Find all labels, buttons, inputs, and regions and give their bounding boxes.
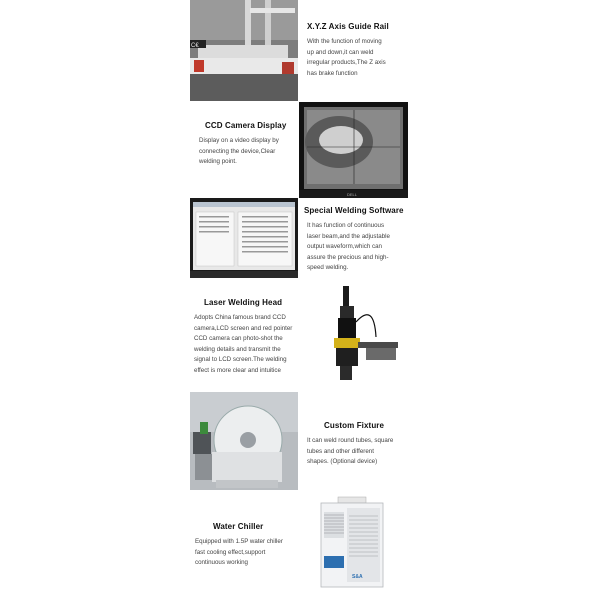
feature-description: Adopts China famous brand CCD camera,LCD screen and red pointer CCD camera can photo-shot the welding details and transmit the signal to LCD screen.The welding effect is more clear and intuitice [194,314,293,374]
feature-water-chiller [195,522,315,569]
feature-title: Special Welding Software [304,206,404,215]
feature-description: It can weld round tubes, square tubes and other different shapes. (Optional device) [307,437,394,465]
feature-title: Laser Welding Head [204,298,283,307]
feature-title: X.Y.Z Axis Guide Rail [307,22,389,31]
feature-description: Equipped with 1.5P water chiller fast cooling effect,support continuous working [195,538,283,566]
feature-title: CCD Camera Display [205,121,287,130]
ce-mark: C€ [191,43,199,49]
feature-description: With the function of moving up and down,it can weld irregular products,The Z axis has brake function [307,38,386,77]
feature-software [304,206,414,274]
xyz-rail-photo [190,0,298,101]
monitor-brand: DELL [347,192,358,197]
chiller-brand: S&A [352,574,363,580]
water-chiller-photo [318,496,386,590]
feature-title: Custom Fixture [324,421,385,430]
software-monitor-photo [190,198,298,278]
feature-title: Water Chiller [213,522,264,531]
ccd-monitor-photo [299,102,408,198]
feature-custom-fixture [307,421,417,468]
feature-ccd-display [199,121,299,168]
feature-description: Display on a video display by connecting the device,Clear welding point. [199,137,279,165]
feature-description: It has function of continuous laser beam,and the adjustable output waveform,which can assure the precious and high- speed welding. [307,222,390,271]
custom-fixture-photo [190,392,298,490]
feature-xyz-rail [307,22,417,79]
welding-head-photo [326,282,398,382]
feature-welding-head [194,298,314,376]
